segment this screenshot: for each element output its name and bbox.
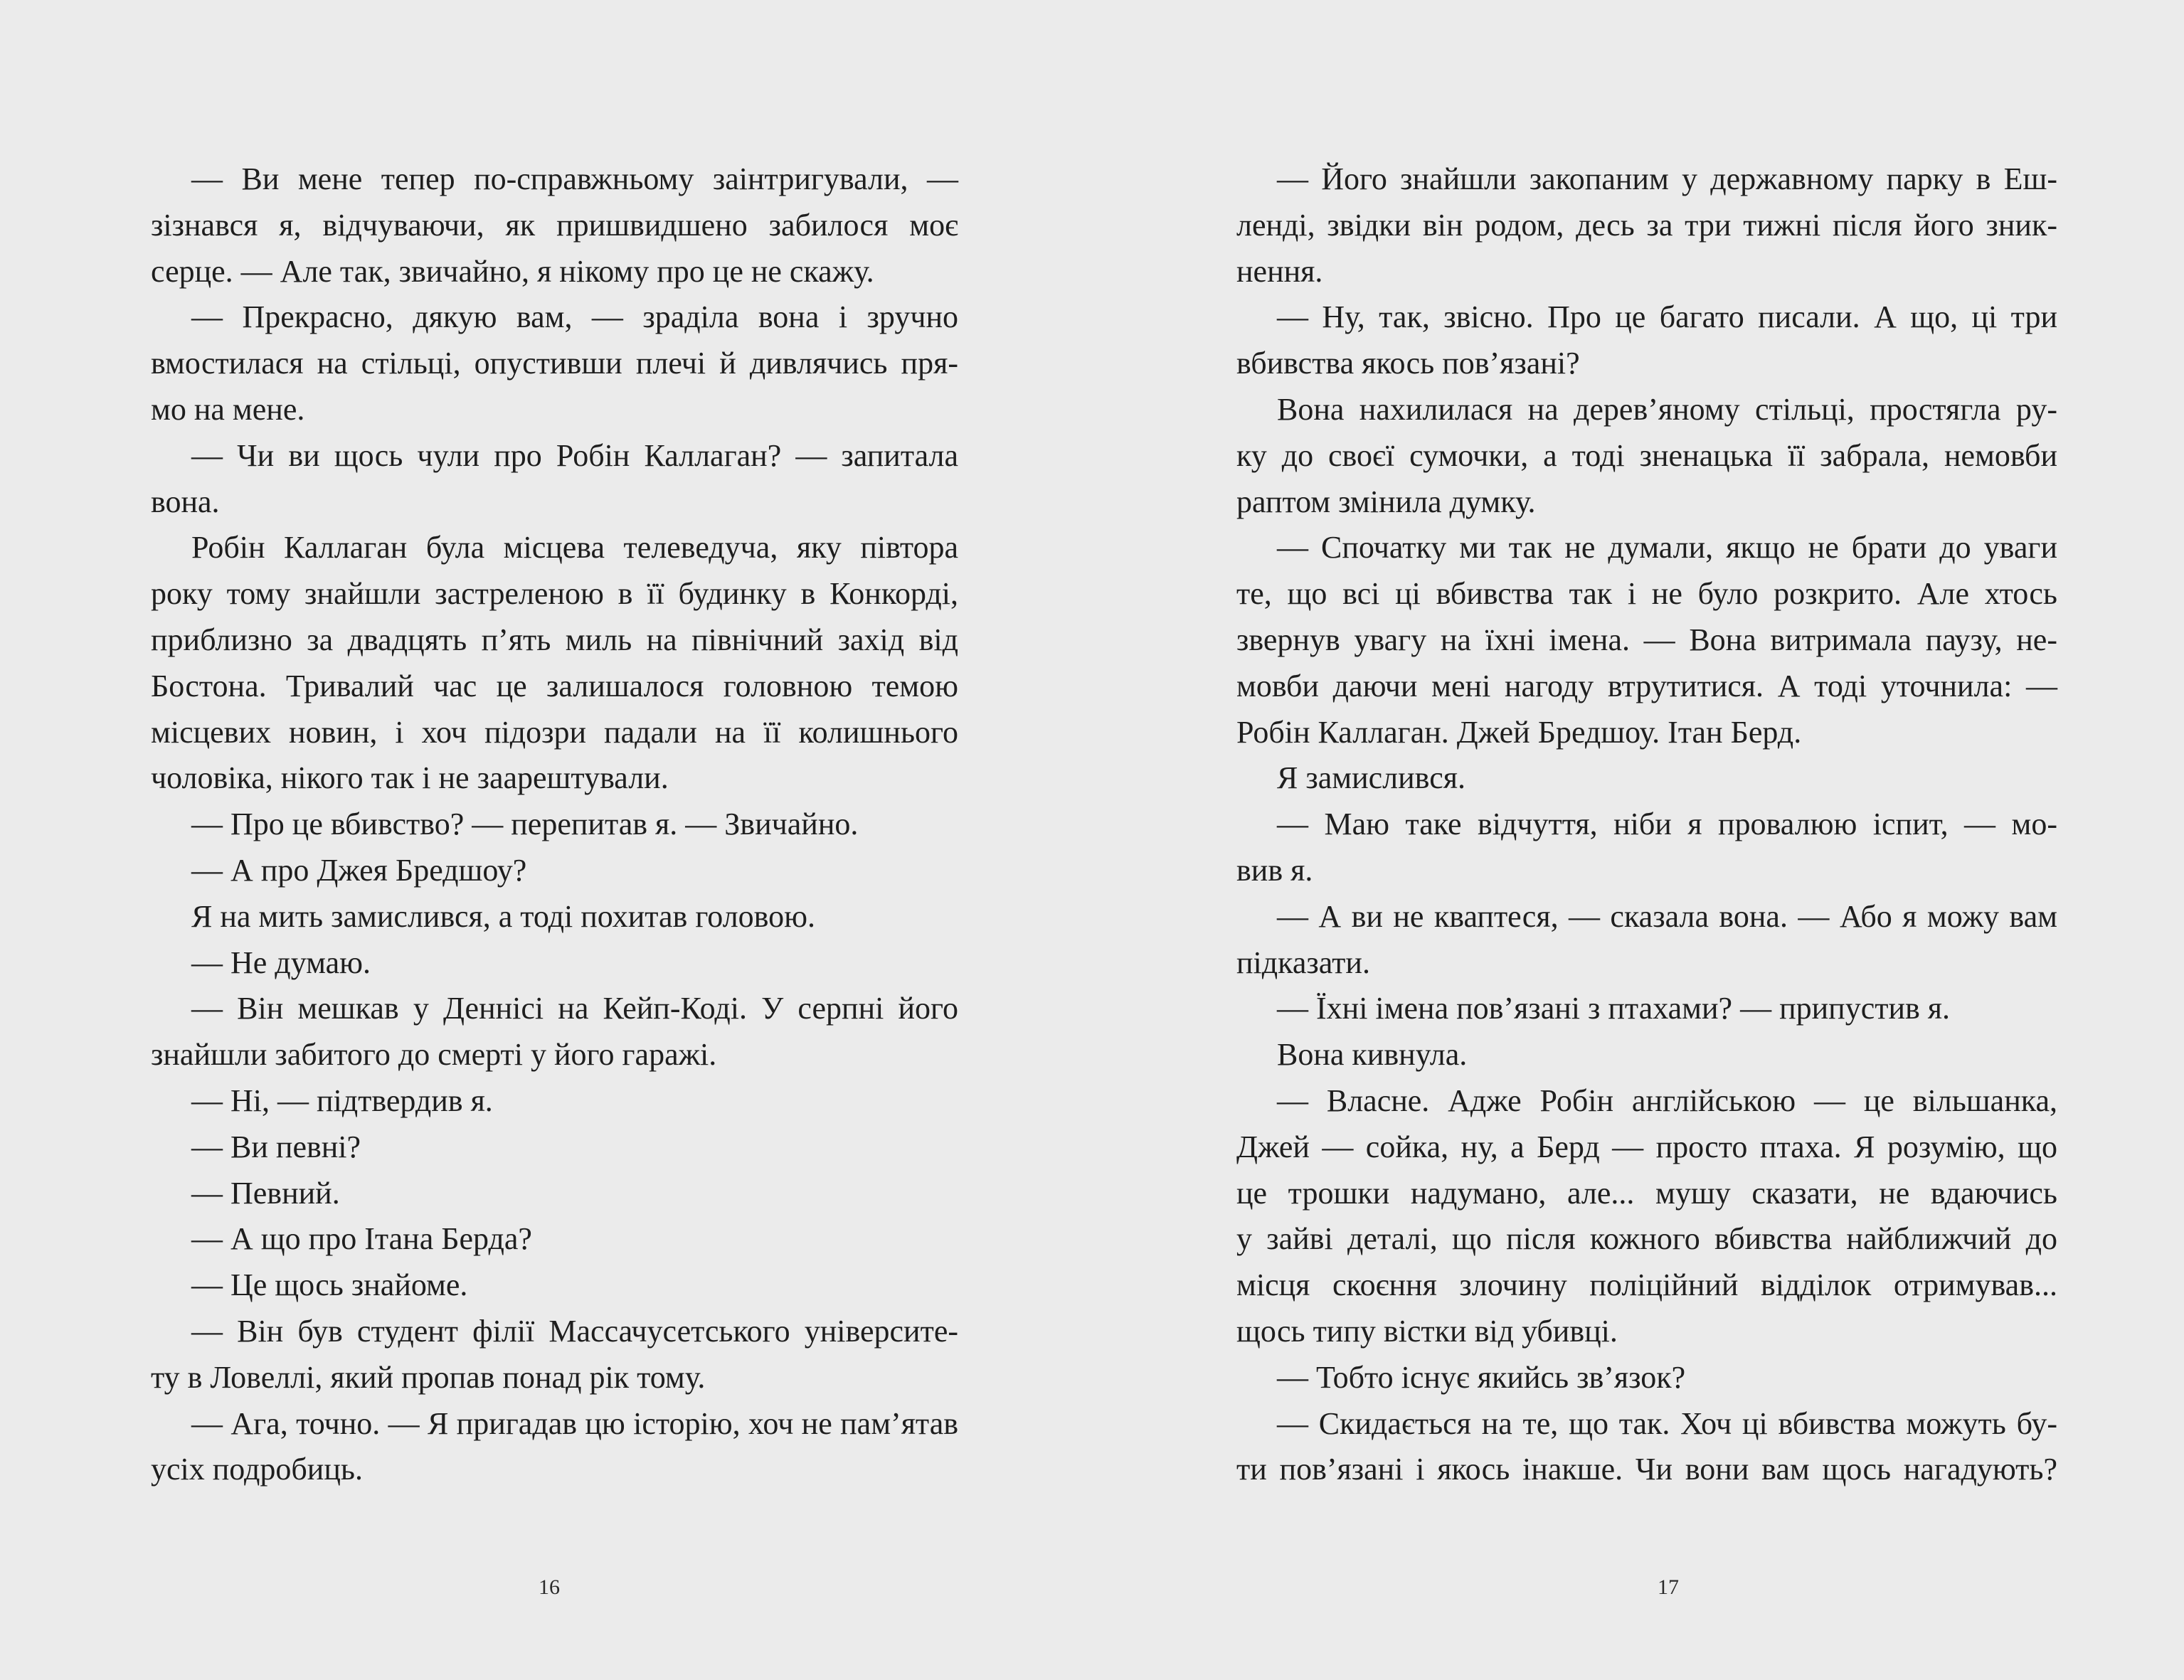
text-line: усіх подробиць. <box>151 1452 363 1487</box>
text-line: Бостона. Тривалий час це залишалося головною темою <box>151 668 958 703</box>
text-line: чоловіка, нікого так і не заарештували. <box>151 760 669 796</box>
text-line: Джей — сойка, ну, а Берд — просто птаха. Я розумію, що <box>1236 1129 2057 1164</box>
text-line: Робін Каллаган була місцева телеведуча, яку півтора <box>191 530 958 565</box>
text-line: у зайві деталі, що після кожного вбивства найближчий до <box>1236 1221 2057 1257</box>
text-line: вив я. <box>1236 853 1313 888</box>
right-page <box>1092 0 2184 1680</box>
text-line: звернув увагу на їхні імена. — Вона витримала паузу, не- <box>1236 622 2057 657</box>
text-line: — Про це вбивство? — перепитав я. — Звичайно. <box>191 807 859 842</box>
text-line: мо на мене. <box>151 392 305 427</box>
text-line: підказати. <box>1236 945 1370 980</box>
text-line: — Прекрасно, дякую вам, — зраділа вона і зручно <box>191 299 958 335</box>
text-line: Вона кивнула. <box>1277 1037 1468 1073</box>
text-line: вмостилася на стільці, опустивши плечі й дивлячись пря- <box>151 346 958 381</box>
text-line: — Ага, точно. — Я пригадав цю історію, хоч не пам’ятав <box>191 1405 958 1441</box>
text-line: — Маю таке відчуття, ніби я провалюю іспит, — мо- <box>1277 807 2057 842</box>
text-line: — Їхні імена пов’язані з птахами? — припустив я. <box>1277 991 1951 1026</box>
text-line: — Це щось знайоме. <box>191 1267 468 1303</box>
text-line: — Він був студент філії Массачусетського університе- <box>191 1314 958 1349</box>
text-line: Я на мить замислився, а тоді похитав головою. <box>191 898 815 934</box>
text-line: серце. — Але так, звичайно, я нікому про це не скажу. <box>151 253 874 289</box>
text-line: те, що всі ці вбивства так і не було розкрито. Але хтось <box>1236 576 2057 612</box>
text-line: вона. <box>151 484 220 519</box>
text-line: знайшли забитого до смерті у його гаражі. <box>151 1037 717 1073</box>
text-line: ти пов’язані і якось інакше. Чи вони вам щось нагадують? <box>1236 1452 2057 1487</box>
text-line: нення. <box>1236 253 1323 289</box>
page-number-right: 17 <box>1658 1575 1679 1599</box>
text-line: — Ви мене тепер по-справжньому заінтригували, — <box>191 161 958 196</box>
text-line: — Не думаю. <box>191 945 371 980</box>
text-line: — Певний. <box>191 1175 340 1211</box>
text-line: ту в Ловеллі, який пропав понад рік тому. <box>151 1359 706 1395</box>
text-line: мовби даючи мені нагоду втрутитися. А тоді уточнила: — <box>1236 668 2057 703</box>
text-line: щось типу вістки від убивці. <box>1236 1314 1618 1349</box>
text-line: місцевих новин, і хоч підозри падали на її колишнього <box>151 714 958 750</box>
text-line: — Ні, — підтвердив я. <box>191 1083 493 1118</box>
text-line: ку до своєї сумочки, а тоді зненацька її забрала, немовби <box>1236 437 2057 473</box>
page-number-left: 16 <box>539 1575 560 1599</box>
text-line: — А ви не кваптеся, — сказала вона. — Або я можу вам <box>1277 898 2057 934</box>
text-line: — Його знайшли закопаним у державному парку в Еш- <box>1277 161 2057 196</box>
text-line: — Тобто існує якийсь зв’язок? <box>1277 1359 1686 1395</box>
text-line: Вона нахилилася на дерев’яному стільці, простягла ру- <box>1277 392 2057 427</box>
text-line: приблизно за двадцять п’ять миль на північний захід від <box>151 622 958 657</box>
text-line: Я замислився. <box>1277 760 1465 796</box>
text-line: — Чи ви щось чули про Робін Каллаган? — запитала <box>191 437 958 473</box>
text-line: — Він мешкав у Деннісі на Кейп-Коді. У серпні його <box>191 991 958 1026</box>
text-line: раптом змінила думку. <box>1236 484 1536 519</box>
text-line: зізнався я, відчуваючи, як пришвидшено забилося моє <box>151 207 958 243</box>
text-line: це трошки надумано, але... мушу сказати, не вдаючись <box>1236 1175 2057 1211</box>
text-line: — Скидається на те, що так. Хоч ці вбивства можуть бу- <box>1277 1405 2057 1441</box>
text-line: місця скоєння злочину поліційний відділок отримував... <box>1236 1267 2057 1303</box>
text-line: — Ну, так, звісно. Про це багато писали. А що, ці три <box>1277 299 2057 335</box>
text-line: — А що про Ітана Берда? <box>191 1221 532 1257</box>
text-line: ленді, звідки він родом, десь за три тижні після його зник- <box>1236 207 2057 243</box>
text-line: — Ви певні? <box>191 1129 361 1164</box>
text-line: вбивства якось пов’язані? <box>1236 346 1580 381</box>
text-line: — Спочатку ми так не думали, якщо не брати до уваги <box>1277 530 2057 565</box>
text-line: року тому знайшли застреленою в її будинку в Конкорді, <box>151 576 958 612</box>
text-line: — А про Джея Бредшоу? <box>191 853 527 888</box>
text-line: — Власне. Адже Робін англійською — це вільшанка, <box>1277 1083 2057 1118</box>
text-line: Робін Каллаган. Джей Бредшоу. Ітан Берд. <box>1236 714 1802 750</box>
